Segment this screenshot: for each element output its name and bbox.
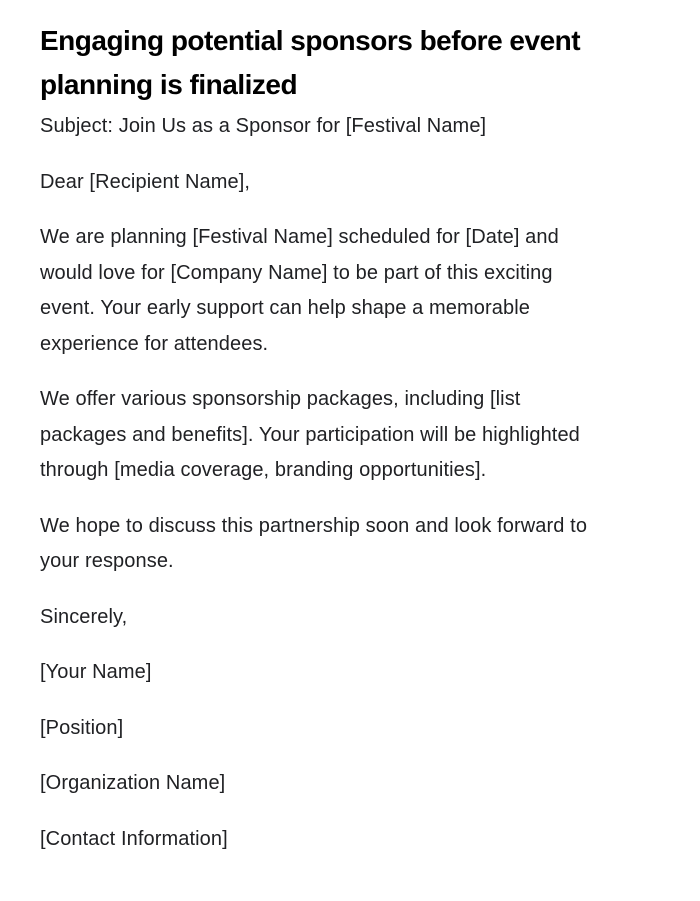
body-paragraph-planning: We are planning [Festival Name] scheduled for [Date] and would love for [Company Name] to be part of this exciting event. Your early support can help shape a memorable experience for attendees. [40,226,559,355]
body-paragraph-packages: We offer various sponsorship packages, including [list packages and benefits]. Your participation will be highlighted through [media coverage, branding opportunities]. [40,388,580,481]
body-paragraph-followup: We hope to discuss this partnership soon and look forward to your response. [40,514,588,572]
salutation: Dear [Recipient Name], [40,170,251,193]
subject-line: Subject: Join Us as a Sponsor for [Festival Name] [40,115,487,137]
page-title: Engaging potential sponsors before event planning is finalized [40,25,581,100]
email-template-body [40,109,660,857]
signature-contact-placeholder: [Contact Information] [40,827,228,850]
signature-organization-placeholder: [Organization Name] [40,772,226,794]
closing: Sincerely, [40,605,128,628]
signature-position-placeholder: [Position] [40,716,124,739]
signature-name-placeholder: [Your Name] [40,661,152,683]
